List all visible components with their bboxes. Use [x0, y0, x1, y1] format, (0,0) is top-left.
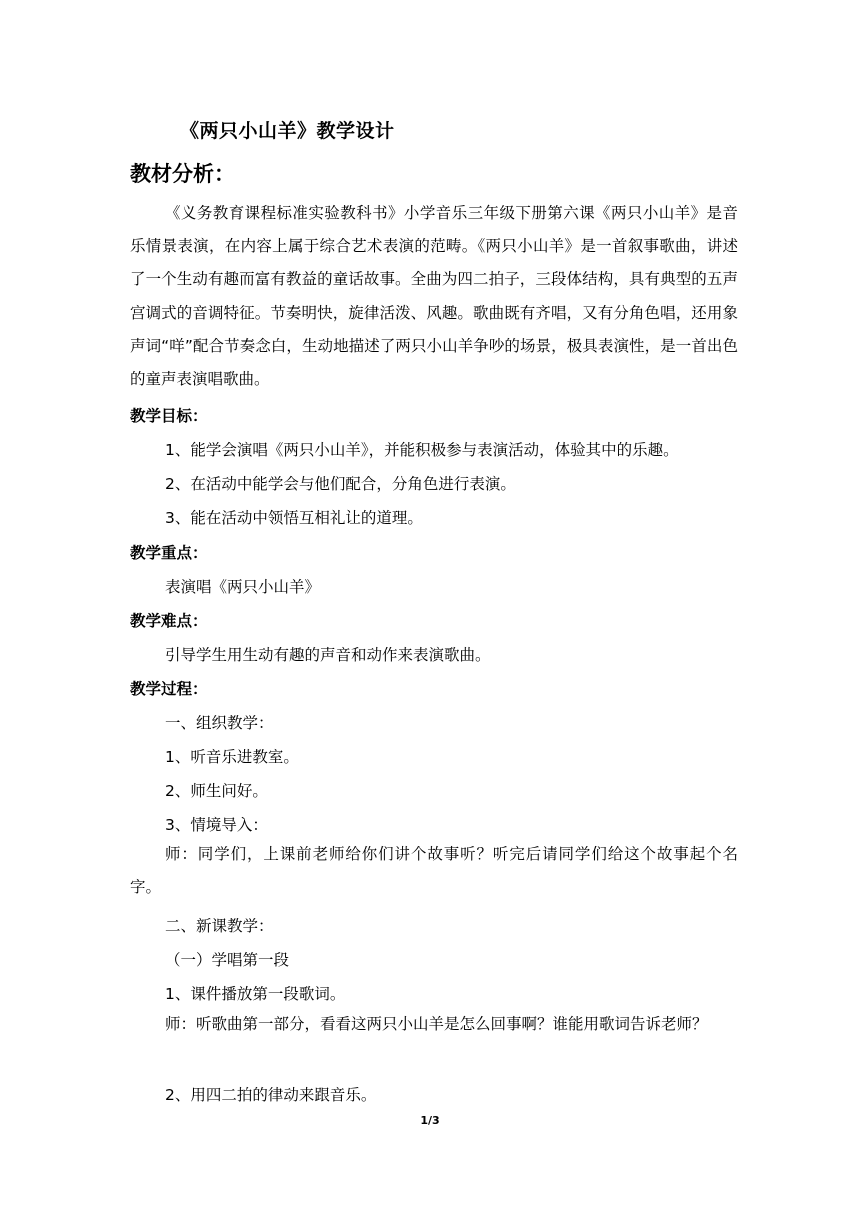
process-step1: 1、听音乐进教室。 [165, 748, 299, 766]
teacher-story-paragraph: 师：同学们，上课前老师给你们讲个故事听？听完后请同学们给这个故事起个名字。 [130, 845, 738, 897]
key-points-heading: 教学重点： [130, 544, 208, 562]
difficulties-heading: 教学难点： [130, 612, 208, 630]
process-sub1-step1: 1、课件播放第一段歌词。 [165, 985, 346, 1003]
goal-item-1: 1、能学会演唱《两只小山羊》，并能积极参与表演活动，体验其中的乐趣。 [165, 441, 679, 459]
page-number: 1/3 [420, 1114, 440, 1127]
process-part2: 二、新课教学： [165, 917, 274, 935]
process-part1: 一、组织教学： [165, 714, 274, 732]
goals-heading: 教学目标： [130, 407, 208, 425]
goal-item-2: 2、在活动中能学会与他们配合，分角色进行表演。 [165, 475, 516, 493]
key-points-text: 表演唱《两只小山羊》 [165, 578, 321, 596]
teacher-question-paragraph: 师：听歌曲第一部分，看看这两只小山羊是怎么回事啊？谁能用歌词告诉老师？ [165, 1015, 708, 1033]
process-step2: 2、师生问好。 [165, 782, 268, 800]
difficulties-text: 引导学生用生动有趣的声音和动作来表演歌曲。 [165, 646, 491, 664]
goal-item-3: 3、能在活动中领悟互相礼让的道理。 [165, 509, 423, 527]
process-sub1-step2: 2、用四二拍的律动来跟音乐。 [165, 1086, 377, 1104]
process-heading: 教学过程： [130, 680, 208, 698]
process-sub1: （一）学唱第一段 [165, 951, 290, 969]
document-title: 《两只小山羊》教学设计 [180, 120, 395, 142]
analysis-heading: 教材分析： [130, 162, 235, 186]
process-step3: 3、情境导入： [165, 816, 268, 834]
analysis-paragraph: 《义务教育课程标准实验教科书》小学音乐三年级下册第六课《两只小山羊》是音乐情景表演，在内容上属于综合艺术表演的范畴。《两只小山羊》是一首叙事歌曲，讲述了一个生动有趣而富有教益的童话故事。全曲为四二拍子，三段体结构，具有典型的五声宫调式的音调特征。节奏明快，旋律活泼、风趣。歌曲既有齐唱，又有分角色唱，还用象声词“咩”配合节奏念白，生动地描述了两只小山羊争吵的场景，极具表演性，是一首出色的童声表演唱歌曲。 [130, 204, 738, 389]
